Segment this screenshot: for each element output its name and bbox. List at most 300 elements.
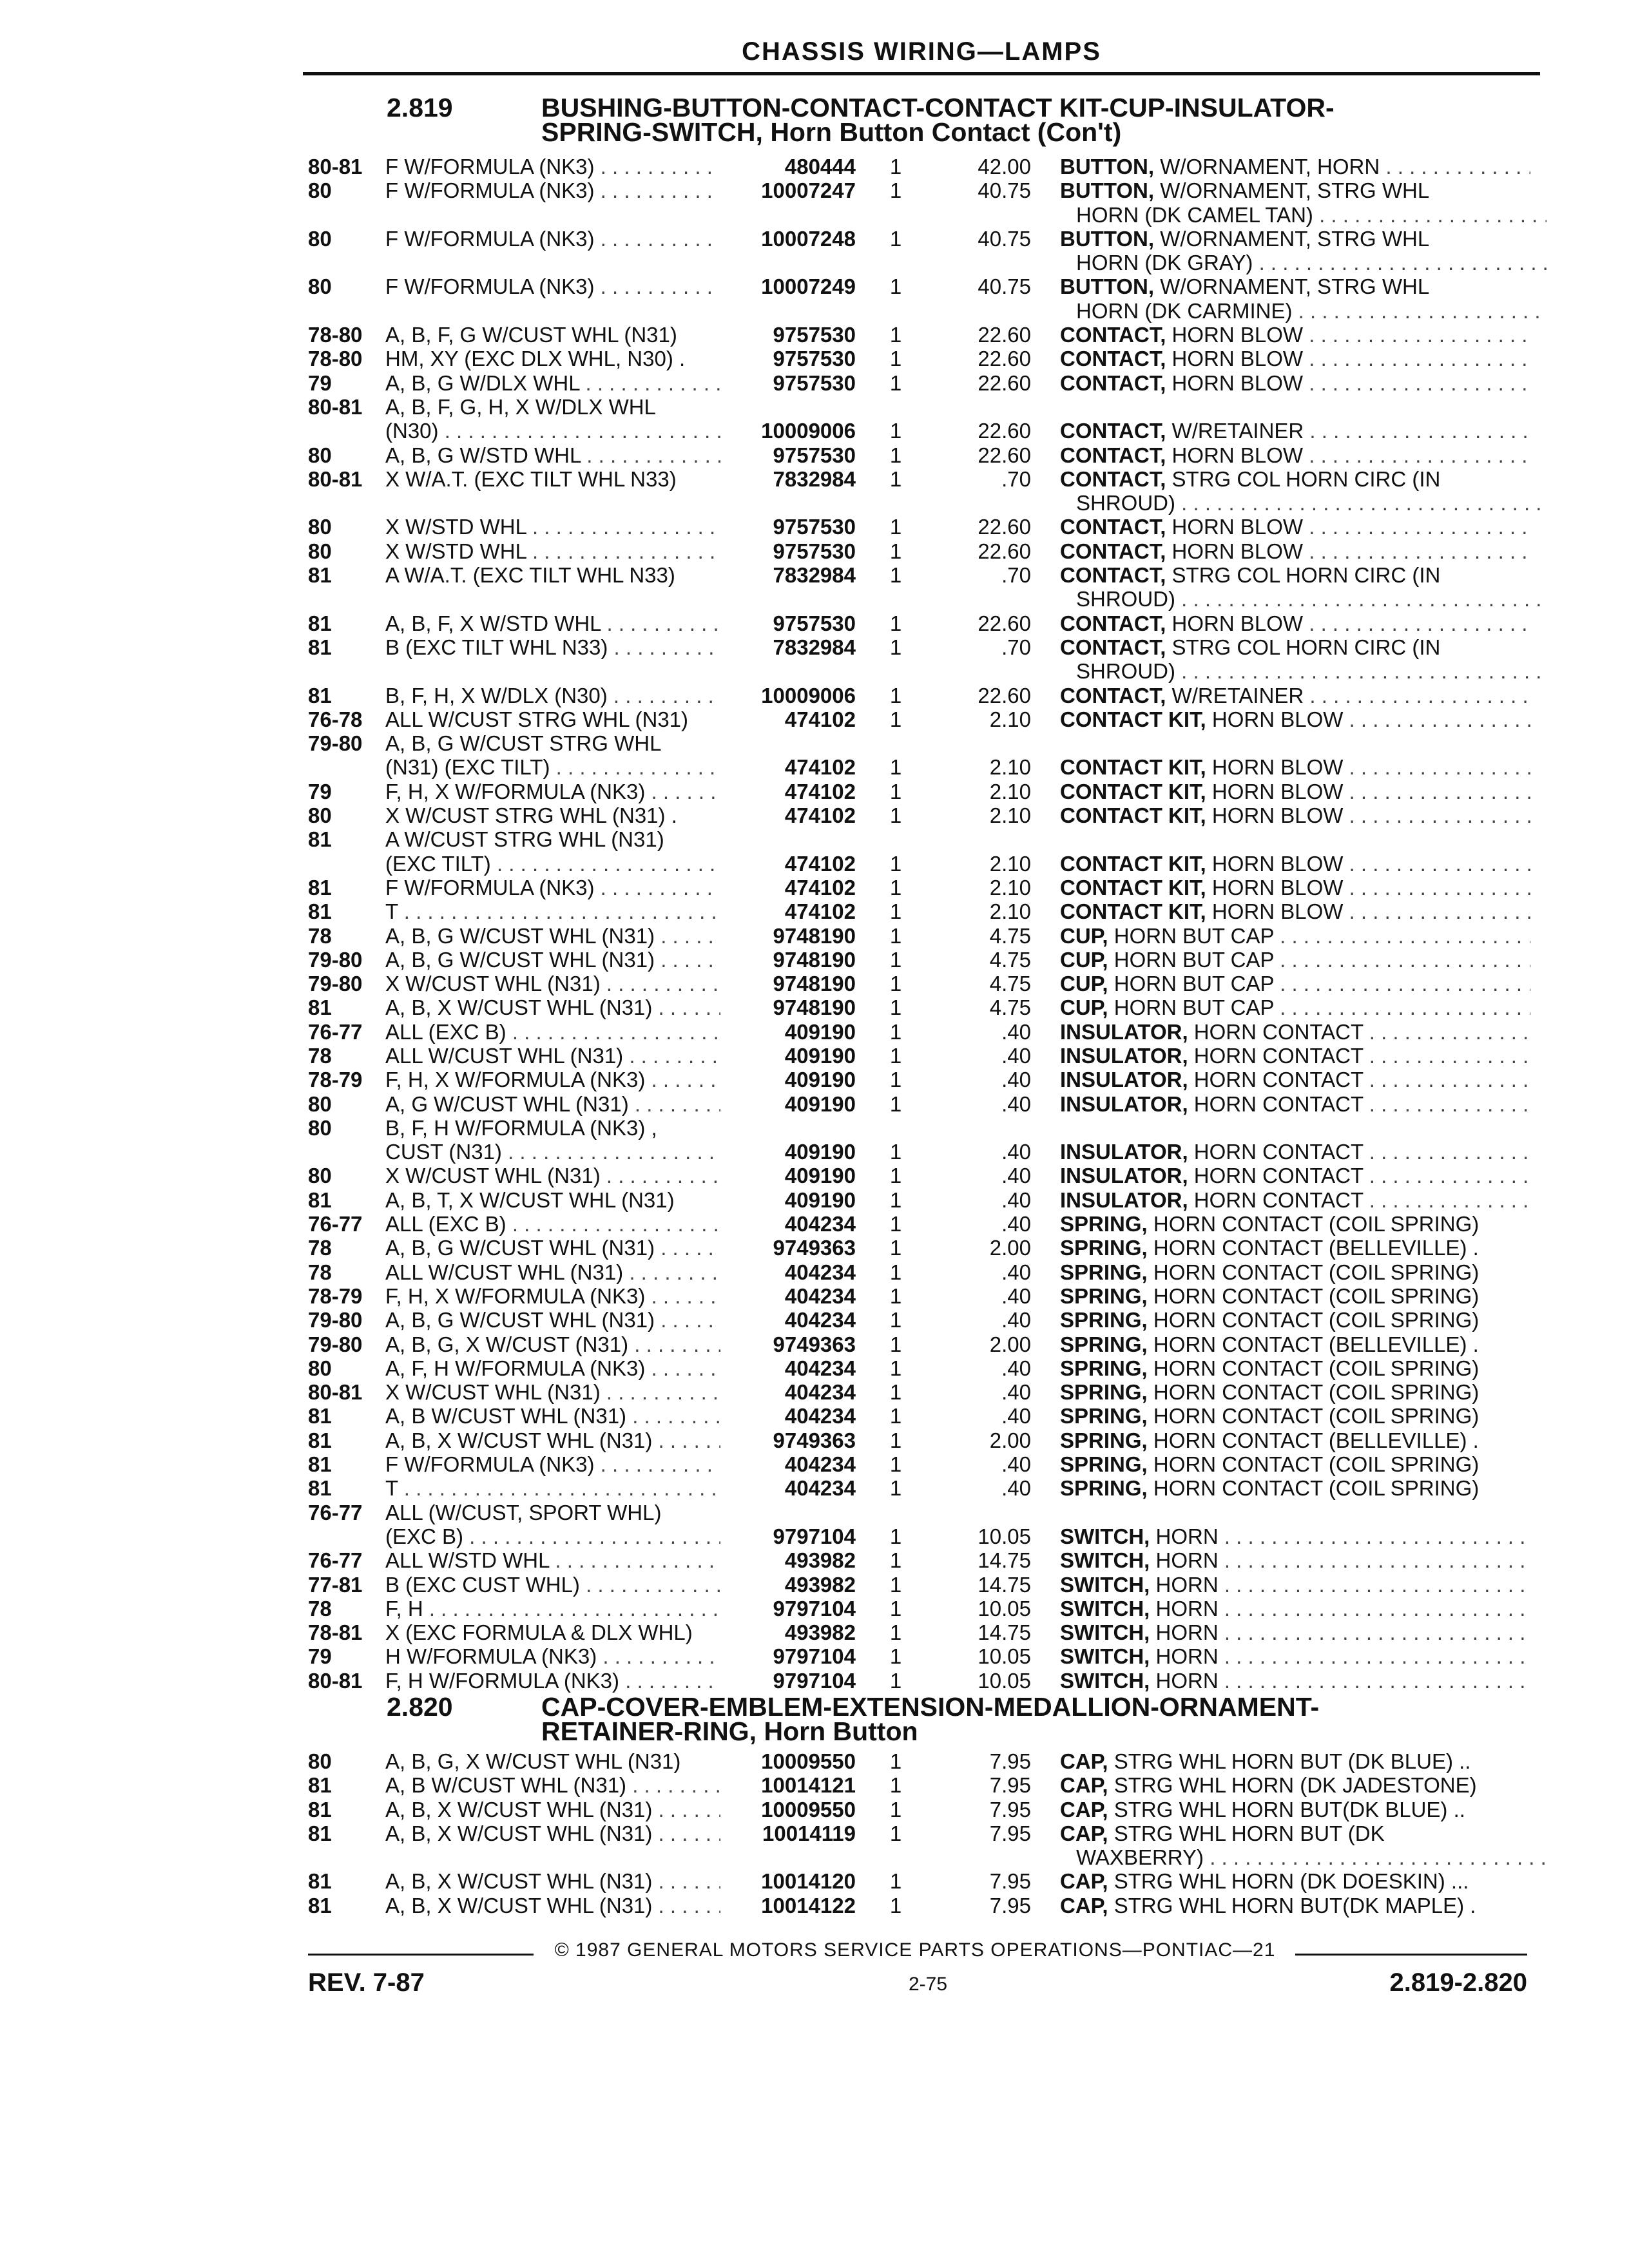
part-number: 9797104: [773, 1596, 856, 1620]
item-description: [1060, 515, 1530, 539]
item-description: [1060, 1894, 1530, 1917]
model-years: 77-81: [308, 1572, 363, 1597]
table-row: [0, 1620, 1629, 1644]
application-description: B (EXC CUST WHL) . . .: [385, 1573, 720, 1597]
price: 10.05: [978, 1644, 1031, 1669]
price: 7.95: [989, 1893, 1031, 1917]
application-description: A, B, G W/CUST WHL (N31) . . .: [385, 948, 720, 972]
application-description: F, H, X W/FORMULA (NK3) . . .: [385, 780, 720, 803]
section-number: 2.819: [387, 93, 453, 122]
price: 22.60: [978, 539, 1031, 563]
table-row: [0, 1548, 1629, 1572]
table-row: [0, 1332, 1629, 1356]
part-number: 9757530: [773, 539, 856, 563]
item-name: INSULATOR,: [1060, 1187, 1188, 1212]
application-description: F W/FORMULA (NK3) . . .: [385, 1452, 720, 1476]
model-years: 78: [308, 1043, 332, 1068]
item-description: [1060, 1749, 1530, 1773]
item-detail: HORN CONTACT (BELLEVILLE) .: [1147, 1332, 1479, 1356]
application-description: A, G W/CUST WHL (N31) . . .: [385, 1092, 720, 1116]
price: .40: [1001, 1212, 1031, 1236]
quantity: 1: [889, 1068, 902, 1092]
application-description: ALL (W/CUST, SPORT WHL): [385, 1500, 662, 1524]
table-row: [0, 299, 1629, 323]
model-years: 79-80: [308, 947, 363, 972]
model-years: 81: [308, 875, 332, 899]
quantity: 1: [889, 1043, 902, 1068]
model-years: 79: [308, 370, 332, 395]
application-description: A, B, G W/CUST WHL (N31) . . .: [385, 1308, 720, 1332]
model-years: 79: [308, 779, 332, 803]
item-description: [1060, 539, 1530, 563]
quantity: 1: [889, 1236, 902, 1260]
price: 42.00: [978, 155, 1031, 178]
model-years: 80: [308, 1749, 332, 1773]
model-years: 80-81: [308, 466, 363, 491]
quantity: 1: [889, 347, 902, 371]
item-name: SPRING,: [1060, 1380, 1148, 1405]
price: 7.95: [989, 1773, 1031, 1798]
item-detail: W/ORNAMENT, STRG WHL: [1154, 178, 1430, 203]
table-row: [0, 347, 1629, 370]
model-years: 80: [308, 178, 332, 203]
table-row: [0, 1573, 1629, 1597]
item-description: [1060, 419, 1530, 443]
item-description: [1060, 1356, 1530, 1380]
table-row: [0, 515, 1629, 539]
item-name: INSULATOR,: [1060, 1019, 1188, 1044]
model-years: 81: [308, 827, 332, 852]
application-description: F W/FORMULA (NK3) . . .: [385, 155, 720, 178]
application-description: F, H W/FORMULA (NK3) . . .: [385, 1669, 720, 1693]
item-detail: W/ORNAMENT, HORN: [1154, 155, 1380, 178]
item-detail: HORN CONTACT: [1188, 1068, 1364, 1092]
model-years: 80: [308, 515, 332, 539]
application-description: A, B W/CUST WHL (N31) . . .: [385, 1773, 720, 1797]
section-title-line-1: CAP-COVER-EMBLEM-EXTENSION-MEDALLION-ORNAMENT-: [541, 1692, 1320, 1722]
application-description: ALL W/CUST WHL (N31) . . .: [385, 1260, 720, 1284]
item-description: [1060, 1212, 1530, 1236]
application-description: ALL W/CUST STRG WHL (N31): [385, 707, 689, 731]
quantity: 1: [889, 1869, 902, 1894]
table-row: [0, 1188, 1629, 1212]
application-description: F W/FORMULA (NK3) . . .: [385, 178, 720, 202]
application-description: A, B, G, X W/CUST (N31) . . .: [385, 1332, 720, 1356]
application-description: X W/CUST STRG WHL (N31) .: [385, 803, 677, 828]
part-number: 474102: [784, 875, 856, 899]
item-description: [1060, 611, 1530, 635]
item-detail: HORN CONTACT (COIL SPRING): [1147, 1380, 1480, 1405]
application-description: X W/CUST WHL (N31) . . .: [385, 972, 720, 995]
price: .40: [1001, 1164, 1031, 1188]
part-number: 9757530: [773, 347, 856, 371]
item-detail: HORN BLOW: [1206, 875, 1344, 899]
quantity: 1: [889, 563, 902, 588]
table-row: [0, 227, 1629, 251]
quantity: 1: [889, 1380, 902, 1405]
item-detail: HORN CONTACT (COIL SPRING): [1147, 1476, 1480, 1501]
item-name: CUP,: [1060, 972, 1108, 996]
quantity: 1: [889, 1821, 902, 1845]
application-description: (EXC B) . . .: [385, 1524, 720, 1548]
part-number: 9748190: [773, 923, 856, 948]
item-name: CONTACT,: [1060, 611, 1166, 635]
table-row: [0, 1404, 1629, 1428]
table-row: [0, 1092, 1629, 1116]
table-row: [0, 563, 1629, 587]
item-description: [1060, 780, 1530, 803]
table-row: [0, 274, 1629, 298]
item-detail: HORN BLOW: [1206, 851, 1344, 876]
item-description: [1060, 972, 1530, 995]
item-name: CONTACT,: [1060, 347, 1166, 371]
quantity: 1: [889, 947, 902, 972]
table-row: [0, 827, 1629, 851]
item-description: [1060, 443, 1530, 467]
application-description: X (EXC FORMULA & DLX WHL): [385, 1620, 693, 1645]
quantity: 1: [889, 851, 902, 876]
item-name: CAP,: [1060, 1797, 1108, 1821]
section-title-line-1: BUSHING-BUTTON-CONTACT-CONTACT KIT-CUP-INSULATOR-: [541, 93, 1335, 122]
application-description: X W/CUST WHL (N31) . . .: [385, 1164, 720, 1187]
item-description: [1060, 1548, 1530, 1572]
price: .40: [1001, 1187, 1031, 1212]
item-name: CUP,: [1060, 995, 1108, 1020]
application-description: (EXC TILT) . . .: [385, 852, 720, 876]
item-description: [1060, 755, 1530, 779]
item-detail: HORN CONTACT (COIL SPRING): [1147, 1308, 1480, 1332]
application-description: A, B, G W/CUST STRG WHL: [385, 731, 662, 756]
item-name: INSULATOR,: [1060, 1068, 1188, 1092]
quantity: 1: [889, 1187, 902, 1212]
item-detail: HORN BUT CAP: [1108, 972, 1274, 996]
price: .40: [1001, 1091, 1031, 1116]
application-description: X W/STD WHL . . .: [385, 539, 720, 563]
item-detail: HORN CONTACT: [1188, 1187, 1364, 1212]
table-row: [0, 1524, 1629, 1548]
parts-list-2820: [0, 1749, 1629, 1917]
item-description: [1060, 1773, 1530, 1797]
application-description: (N31) (EXC TILT) . . .: [385, 755, 720, 779]
table-row: [0, 587, 1629, 611]
item-name: SPRING,: [1060, 1308, 1148, 1332]
page-header-title: CHASSIS WIRING—LAMPS: [742, 37, 1101, 66]
price: .40: [1001, 1043, 1031, 1068]
part-number: 474102: [784, 707, 856, 731]
section-number: 2.820: [387, 1692, 453, 1722]
item-name: SPRING,: [1060, 1236, 1148, 1260]
model-years: 81: [308, 635, 332, 659]
model-years: 81: [308, 995, 332, 1020]
price: 22.60: [978, 347, 1031, 371]
application-description: ALL (EXC B) . . .: [385, 1020, 720, 1044]
item-detail: HORN CONTACT: [1188, 1043, 1364, 1068]
model-years: 78-79: [308, 1068, 363, 1092]
price: 4.75: [989, 923, 1031, 948]
item-name: CAP,: [1060, 1869, 1108, 1894]
application-description: HM, XY (EXC DLX WHL, N30) .: [385, 347, 686, 371]
item-name: CONTACT,: [1060, 419, 1166, 443]
quantity: 1: [889, 1893, 902, 1917]
quantity: 1: [889, 995, 902, 1020]
item-name: SPRING,: [1060, 1356, 1148, 1380]
part-number: 9749363: [773, 1236, 856, 1260]
price: 10.05: [978, 1668, 1031, 1693]
application-description: A, B, G W/CUST WHL (N31) . . .: [385, 1236, 720, 1260]
item-description: [1060, 1044, 1530, 1068]
quantity: 1: [889, 1091, 902, 1116]
price: 22.60: [978, 611, 1031, 635]
table-row: [0, 323, 1629, 347]
item-description: [1060, 1092, 1530, 1116]
model-years: 80-81: [308, 394, 363, 419]
price: .40: [1001, 1476, 1031, 1501]
model-years: 81: [308, 1869, 332, 1894]
item-description: [1060, 1068, 1530, 1091]
item-description-continued: SHROUD) . . .: [1076, 659, 1547, 683]
item-description: [1060, 803, 1530, 827]
table-row: [0, 1260, 1629, 1284]
application-description: T . . .: [385, 1476, 720, 1500]
price: .40: [1001, 1452, 1031, 1477]
table-row: [0, 1644, 1629, 1668]
application-description: X W/CUST WHL (N31) . . .: [385, 1380, 720, 1404]
price: 2.10: [989, 875, 1031, 899]
table-row: [0, 684, 1629, 707]
item-description: [1060, 1476, 1530, 1500]
item-detail: HORN BLOW: [1206, 803, 1344, 828]
application-description: A, B, F, X W/STD WHL . . .: [385, 611, 720, 635]
model-years: 80-81: [308, 155, 363, 178]
table-row: [0, 1597, 1629, 1620]
parts-list-2819: [0, 155, 1629, 1693]
quantity: 1: [889, 899, 902, 924]
item-name: CONTACT KIT,: [1060, 779, 1206, 803]
item-detail: HORN BLOW: [1166, 370, 1304, 395]
item-detail: STRG WHL HORN (DK DOESKIN) ...: [1108, 1869, 1469, 1894]
table-row: [0, 1869, 1629, 1893]
part-number: 10007247: [761, 178, 856, 203]
model-years: 80: [308, 803, 332, 828]
table-row: [0, 1356, 1629, 1380]
item-name: CONTACT KIT,: [1060, 851, 1206, 876]
item-description: [1060, 1164, 1530, 1187]
item-name: SPRING,: [1060, 1428, 1148, 1452]
part-number: 9749363: [773, 1428, 856, 1452]
item-name: SWITCH,: [1060, 1644, 1150, 1669]
model-years: 80: [308, 226, 332, 251]
application-description: A, B W/CUST WHL (N31) . . .: [385, 1404, 720, 1428]
item-name: CONTACT,: [1060, 515, 1166, 539]
item-description: [1060, 1644, 1530, 1668]
item-description: [1060, 1597, 1530, 1620]
table-row: [0, 491, 1629, 515]
item-description-continued: SHROUD) . . .: [1076, 587, 1547, 611]
item-name: SWITCH,: [1060, 1668, 1150, 1693]
item-description: [1060, 852, 1530, 876]
item-description: [1060, 707, 1530, 731]
item-description: [1060, 924, 1530, 948]
quantity: 1: [889, 1524, 902, 1548]
item-detail: HORN: [1150, 1644, 1219, 1669]
quantity: 1: [889, 226, 902, 251]
table-row: [0, 1501, 1629, 1524]
model-years: 80-81: [308, 1668, 363, 1693]
item-name: SPRING,: [1060, 1283, 1148, 1308]
part-number: 10014119: [762, 1821, 856, 1845]
table-row: [0, 1669, 1629, 1693]
item-name: CONTACT,: [1060, 683, 1166, 707]
application-description: A, B, T, X W/CUST WHL (N31): [385, 1187, 675, 1212]
model-years: 76-77: [308, 1212, 363, 1236]
table-row: [0, 899, 1629, 923]
item-name: SPRING,: [1060, 1332, 1148, 1356]
price: .40: [1001, 1380, 1031, 1405]
item-detail: W/RETAINER: [1166, 419, 1304, 443]
item-name: INSULATOR,: [1060, 1164, 1188, 1188]
quantity: 1: [889, 1332, 902, 1356]
item-detail: HORN: [1150, 1524, 1219, 1548]
price: 14.75: [978, 1548, 1031, 1573]
table-row: [0, 1068, 1629, 1091]
part-number: 493982: [784, 1548, 856, 1573]
item-detail: HORN BLOW: [1166, 443, 1304, 467]
quantity: 1: [889, 611, 902, 635]
model-years: 81: [308, 683, 332, 707]
model-years: 78: [308, 1236, 332, 1260]
model-years: 81: [308, 563, 332, 588]
quantity: 1: [889, 443, 902, 467]
model-years: 81: [308, 1452, 332, 1477]
application-description: X W/STD WHL . . .: [385, 515, 720, 539]
part-number: 10009006: [761, 683, 856, 707]
part-number: 10009006: [761, 419, 856, 443]
table-row: [0, 1845, 1629, 1869]
application-description: A, B, F, G W/CUST WHL (N31): [385, 323, 677, 347]
item-name: SWITCH,: [1060, 1524, 1150, 1548]
price: 22.60: [978, 419, 1031, 443]
quantity: 1: [889, 707, 902, 731]
item-description: [1060, 227, 1530, 251]
table-row: [0, 467, 1629, 491]
part-number: 493982: [784, 1572, 856, 1597]
application-description: H W/FORMULA (NK3) . . .: [385, 1644, 720, 1668]
application-description: A, B, X W/CUST WHL (N31) . . .: [385, 1428, 720, 1452]
item-name: SWITCH,: [1060, 1620, 1150, 1645]
footer-section-range: 2.819-2.820: [1389, 1968, 1527, 1997]
application-description: F W/FORMULA (NK3) . . .: [385, 876, 720, 899]
quantity: 1: [889, 875, 902, 899]
application-description: A W/A.T. (EXC TILT WHL N33): [385, 563, 675, 588]
item-description: [1060, 899, 1530, 923]
quantity: 1: [889, 1668, 902, 1693]
model-years: 80: [308, 1091, 332, 1116]
item-detail: HORN CONTACT (COIL SPRING): [1147, 1356, 1480, 1380]
application-description: A, B, X W/CUST WHL (N31) . . .: [385, 1798, 720, 1821]
part-number: 404234: [784, 1283, 856, 1308]
item-description: [1060, 1821, 1530, 1845]
part-number: 10009550: [761, 1749, 856, 1773]
quantity: 1: [889, 1452, 902, 1477]
table-row: [0, 707, 1629, 731]
application-description: A, B, G W/DLX WHL . . .: [385, 371, 720, 395]
model-years: 80: [308, 1164, 332, 1188]
item-description: [1060, 1332, 1530, 1356]
table-row: [0, 1749, 1629, 1773]
model-years: 78-80: [308, 323, 363, 347]
item-name: CAP,: [1060, 1893, 1108, 1917]
table-row: [0, 155, 1629, 178]
item-description: [1060, 1573, 1530, 1597]
price: 2.10: [989, 899, 1031, 924]
part-number: 474102: [784, 803, 856, 828]
item-detail: STRG WHL HORN BUT(DK MAPLE) .: [1108, 1893, 1476, 1917]
price: 2.00: [989, 1332, 1031, 1356]
model-years: 81: [308, 1893, 332, 1917]
quantity: 1: [889, 1572, 902, 1597]
item-description: [1060, 1404, 1530, 1428]
price: .70: [1001, 466, 1031, 491]
item-name: CUP,: [1060, 947, 1108, 972]
quantity: 1: [889, 1428, 902, 1452]
item-description-continued: SHROUD) . . .: [1076, 491, 1547, 515]
item-detail: STRG WHL HORN (DK JADESTONE): [1108, 1773, 1477, 1798]
footer-page-number: 2-75: [908, 1974, 948, 1995]
table-row: [0, 1236, 1629, 1260]
quantity: 1: [889, 1356, 902, 1380]
item-description: [1060, 1140, 1530, 1164]
item-name: CUP,: [1060, 923, 1108, 948]
part-number: 404234: [784, 1404, 856, 1428]
application-description: F W/FORMULA (NK3) . . .: [385, 274, 720, 298]
price: .70: [1001, 563, 1031, 588]
quantity: 1: [889, 755, 902, 780]
quantity: 1: [889, 1620, 902, 1645]
item-name: BUTTON,: [1060, 178, 1155, 203]
application-description: A, B, X W/CUST WHL (N31) . . .: [385, 1894, 720, 1917]
price: 7.95: [989, 1869, 1031, 1894]
footer-rule-right: [1295, 1954, 1527, 1956]
item-name: INSULATOR,: [1060, 1091, 1188, 1116]
table-row: [0, 1452, 1629, 1476]
quantity: 1: [889, 1596, 902, 1620]
table-row: [0, 1308, 1629, 1332]
item-detail: HORN: [1150, 1668, 1219, 1693]
item-name: SPRING,: [1060, 1476, 1148, 1501]
model-years: 80: [308, 1356, 332, 1380]
item-name: CONTACT,: [1060, 563, 1166, 588]
part-number: 404234: [784, 1452, 856, 1477]
price: .40: [1001, 1068, 1031, 1092]
quantity: 1: [889, 923, 902, 948]
table-row: [0, 203, 1629, 227]
part-number: 9748190: [773, 972, 856, 996]
item-detail: W/RETAINER: [1166, 683, 1304, 707]
item-name: SWITCH,: [1060, 1548, 1150, 1573]
item-name: INSULATOR,: [1060, 1140, 1188, 1164]
item-detail: HORN BLOW: [1206, 707, 1344, 731]
application-description: ALL (EXC B) . . .: [385, 1212, 720, 1236]
price: 14.75: [978, 1620, 1031, 1645]
item-description-continued: WAXBERRY) . . .: [1076, 1845, 1547, 1869]
price: 2.10: [989, 851, 1031, 876]
item-name: BUTTON,: [1060, 226, 1155, 251]
part-number: 9757530: [773, 611, 856, 635]
part-number: 9757530: [773, 323, 856, 347]
application-description: B, F, H, X W/DLX (N30) . . .: [385, 684, 720, 707]
part-number: 10014120: [761, 1869, 856, 1894]
quantity: 1: [889, 515, 902, 539]
